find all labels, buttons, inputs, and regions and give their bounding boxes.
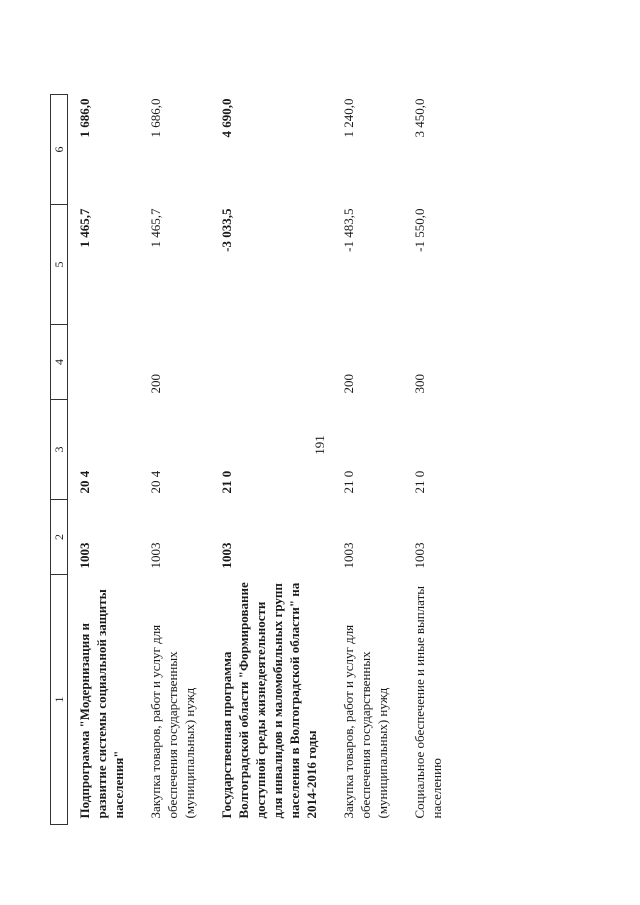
- row-name: Государственная программа Волгоградской области "Формирование доступной среды жизнедеятельности для инвалидов и маломобильных групп населения в Волгоградской области" на 2014-2016 годы: [219, 582, 319, 819]
- header-col-5: 5: [51, 205, 68, 325]
- header-col-2: 2: [51, 500, 68, 575]
- budget-table: [50, 94, 457, 825]
- row-type: [210, 325, 332, 400]
- row-target: 21 0: [341, 470, 356, 494]
- table-row: [68, 95, 140, 825]
- row-change: -1 550,0: [412, 208, 427, 252]
- row-total: 1 686,0: [77, 98, 92, 138]
- row-section: 1003: [77, 542, 92, 569]
- row-name: Закупка товаров, работ и услуг для обеспечения государственных (муниципальных) нужд: [148, 624, 197, 819]
- header-col-3: 3: [51, 400, 68, 500]
- row-type: [68, 325, 140, 400]
- header-col-4: 4: [51, 325, 68, 400]
- row-section: 1003: [148, 542, 163, 569]
- row-type: 300: [412, 374, 427, 394]
- row-total: 1 686,0: [148, 98, 163, 138]
- row-change: -3 033,5: [219, 208, 234, 252]
- header-col-6: 6: [51, 95, 68, 205]
- row-target: 21 0: [219, 470, 234, 494]
- row-target: 21 0: [412, 470, 427, 494]
- row-target: 20 4: [77, 470, 92, 494]
- row-name: Подпрограмма "Модернизация и развитие системы социальной защиты населения": [77, 589, 126, 819]
- row-total: 1 240,0: [341, 98, 356, 138]
- row-change: -1 483,5: [341, 208, 356, 252]
- row-name: Закупка товаров, работ и услуг для обеспечения государственных (муниципальных) нужд: [341, 624, 390, 819]
- row-section: 1003: [341, 542, 356, 569]
- row-section: 1003: [219, 542, 234, 569]
- table-row: [139, 95, 210, 825]
- row-section: 1003: [412, 542, 427, 569]
- page-number: 191: [312, 435, 327, 455]
- table-row: [332, 95, 403, 825]
- row-total: 3 450,0: [412, 98, 427, 138]
- header-col-1: 1: [51, 575, 68, 825]
- row-change: 1 465,7: [148, 208, 163, 248]
- row-name: Социальное обеспечение и иные выплаты населению: [412, 585, 444, 819]
- budget-table-rotated: [50, 95, 444, 825]
- table-row: [210, 95, 332, 825]
- table-row: [403, 95, 457, 825]
- row-target: 20 4: [148, 470, 163, 494]
- row-change: 1 465,7: [77, 208, 92, 248]
- row-type: 200: [341, 374, 356, 394]
- row-total: 4 690,0: [219, 98, 234, 138]
- table-header-row: [51, 95, 68, 825]
- row-type: 200: [148, 374, 163, 394]
